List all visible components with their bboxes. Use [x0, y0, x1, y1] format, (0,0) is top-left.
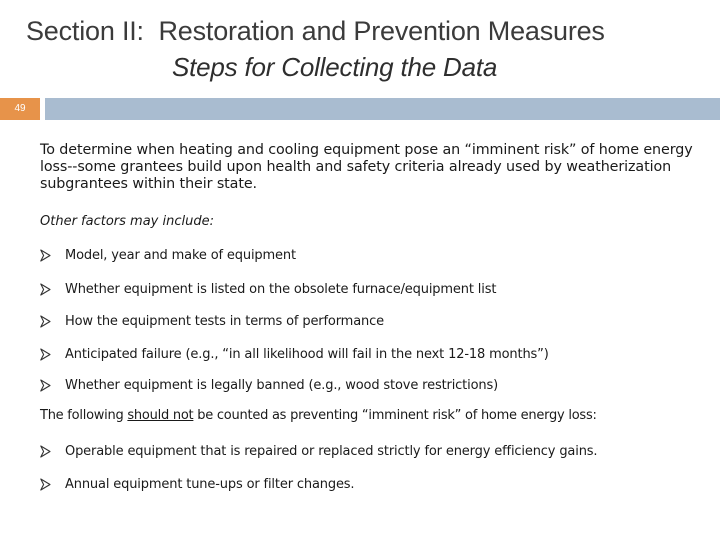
arrow-bullet-icon — [40, 379, 51, 392]
arrow-bullet-icon — [40, 348, 51, 361]
arrow-bullet-icon — [40, 478, 51, 491]
list-item-text: Whether equipment is listed on the obsolete furnace/equipment list — [65, 281, 497, 297]
list-item-text: Operable equipment that is repaired or replaced strictly for energy efficiency gains. — [65, 443, 598, 459]
not-counted-heading-emphasis: should not — [127, 408, 194, 423]
title-main — [26, 16, 605, 47]
title-main-text: Restoration and Prevention Measures — [158, 16, 605, 46]
arrow-bullet-icon — [40, 315, 51, 328]
list-item — [40, 279, 497, 299]
list-item-text: Anticipated failure (e.g., “in all likelihood will fail in the next 12-18 months”) — [65, 346, 549, 362]
list-item-text: Whether equipment is legally banned (e.g., wood stove restrictions) — [65, 377, 499, 393]
arrow-bullet-icon — [40, 283, 51, 296]
list-item — [40, 311, 384, 331]
not-counted-heading-after: be counted as preventing “imminent risk” of home energy loss: — [193, 408, 597, 423]
arrow-bullet-icon — [40, 445, 51, 458]
slide-number: 49 — [0, 98, 40, 120]
title-subtitle: Steps for Collecting the Data — [172, 52, 498, 82]
list-item-text: Annual equipment tune-ups or filter changes. — [65, 476, 355, 492]
header-bar — [45, 98, 720, 120]
list-item — [40, 375, 499, 395]
list-item-text: How the equipment tests in terms of performance — [65, 313, 384, 329]
intro-paragraph: To determine when heating and cooling equipment pose an “imminent risk” of home energy loss--some grantees build upon health and safety criteria already used by weatherization subgrantees within their state. — [40, 142, 693, 192]
not-counted-heading — [40, 408, 597, 423]
list-item — [40, 441, 598, 461]
list-item — [40, 474, 355, 494]
list-item-text: Model, year and make of equipment — [65, 247, 296, 263]
factors-heading: Other factors may include: — [40, 214, 214, 229]
not-counted-heading-before: The following — [40, 408, 128, 423]
arrow-bullet-icon — [40, 249, 51, 262]
title-section: Section II: — [26, 16, 144, 46]
list-item — [40, 344, 549, 364]
list-item — [40, 245, 296, 265]
